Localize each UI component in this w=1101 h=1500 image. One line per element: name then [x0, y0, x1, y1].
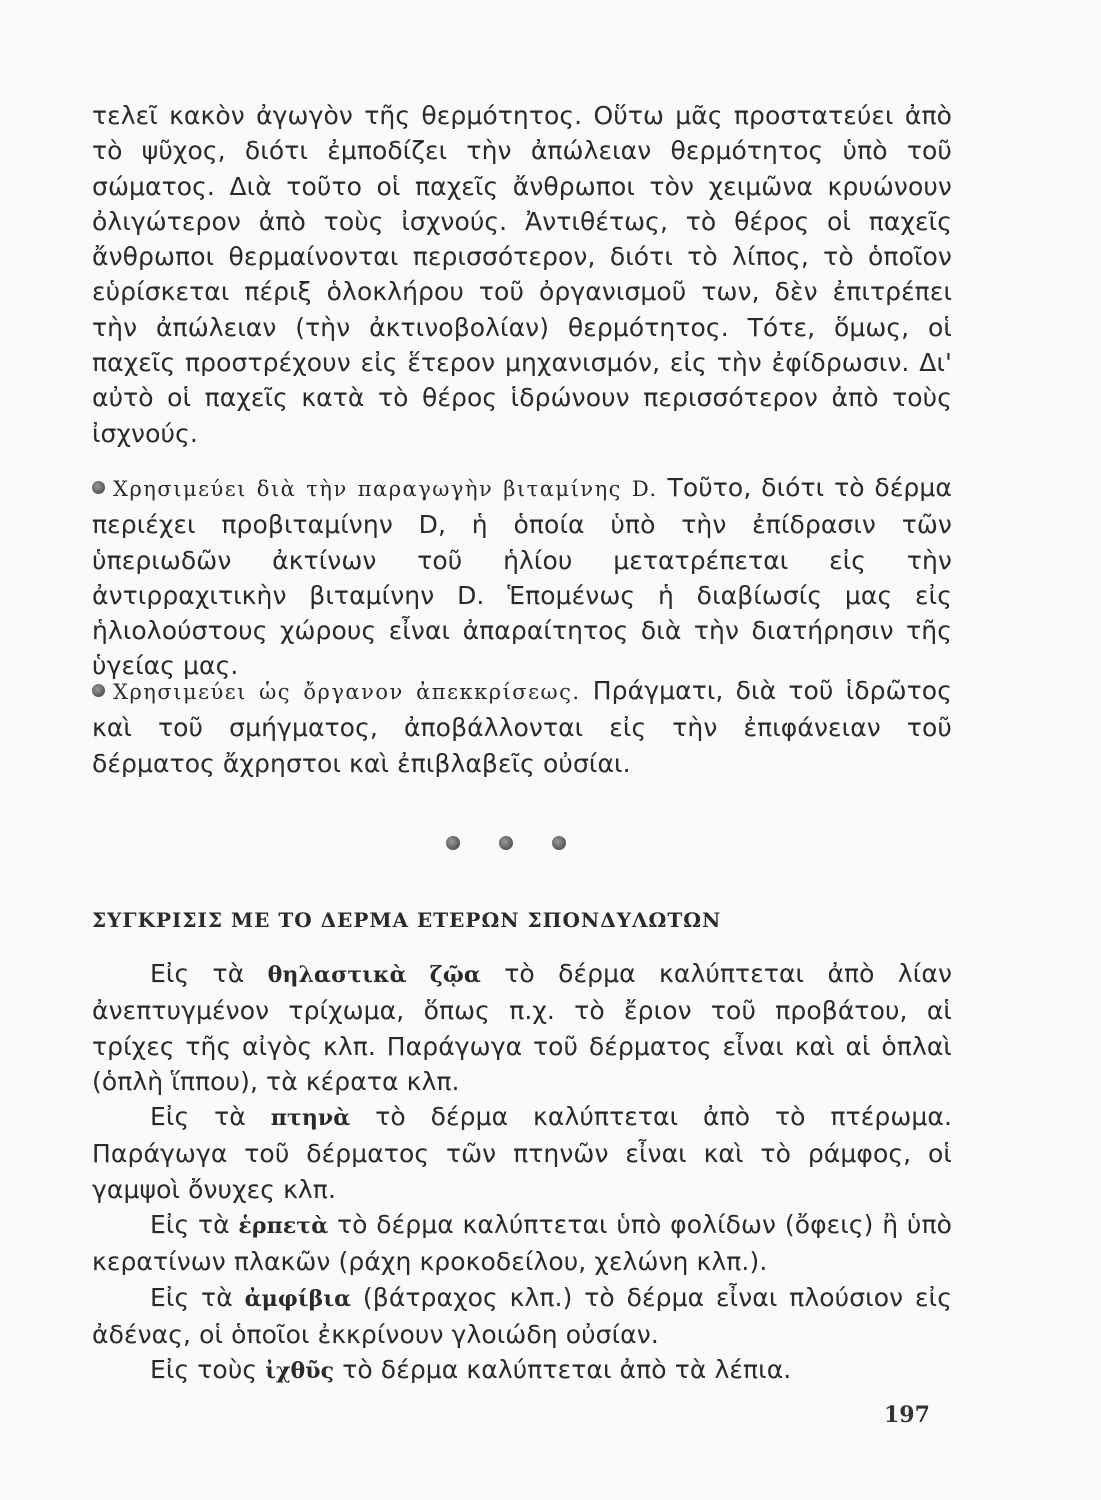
- paragraph-text: τὸ δέρμα καλύπτεται ἀπὸ τὰ λέπια.: [334, 1355, 792, 1385]
- paragraph-text: Εἰς τὰ: [150, 1102, 271, 1132]
- paragraph-lead: Χρησιμεύει ὡς ὄργανον ἀπεκκρίσεως.: [113, 680, 581, 704]
- paragraph-reptiles: [92, 1207, 952, 1280]
- paragraph-excretion: [92, 673, 952, 781]
- paragraph-birds: [92, 1099, 952, 1207]
- bullet-icon: [92, 481, 105, 494]
- paragraph-text: Εἰς τοὺς: [150, 1355, 266, 1385]
- term-amphibians: ἀμφίβια: [244, 1285, 352, 1312]
- dot-icon: [552, 836, 566, 850]
- term-fish: ἰχθῦς: [265, 1358, 335, 1385]
- bullet-icon: [92, 684, 105, 697]
- paragraph-text: τὸ δέρμα καλύπτεται ἀπὸ τὸ πτέρωμα. Παράγωγα τοῦ δέρματος τῶν πτηνῶν εἶναι καὶ τὸ ράμφος, οἱ γαμψοὶ ὄνυχες κλπ.: [92, 1102, 952, 1204]
- term-reptiles: ἑρπετὰ: [238, 1213, 329, 1240]
- paragraph-text: Εἰς τὰ: [150, 959, 268, 988]
- section-title: ΣΥΓΚΡΙΣΙΣ ΜΕ ΤΟ ΔΕΡΜΑ ΕΤΕΡΩΝ ΣΠΟΝΔΥΛΩΤΩΝ: [92, 908, 722, 932]
- paragraph-fish: [92, 1352, 952, 1389]
- paragraph-amphibians: [92, 1280, 952, 1353]
- term-mammals: θηλαστικὰ ζῷα: [267, 962, 481, 988]
- section-divider-ornament: [446, 836, 566, 850]
- dot-icon: [446, 836, 460, 850]
- paragraph-text: Τοῦτο, διότι τὸ δέρμα περιέχει προβιταμίνην D, ἡ ὁποία ὑπὸ τὴν ἐπίδρασιν τῶν ὑπεριωδῶν ἀκτίνων τοῦ ἡλίου μετατρέπεται εἰς τὴν ἀντιρραχιτικὴν βιταμίνην D. Ἑπομένως ἡ διαβίωσίς μας εἰς ἡλιολούστους χώρους εἶναι ἀπαραίτητος διὰ τὴν διατήρησιν τῆς ὑγείας μας.: [92, 473, 952, 681]
- paragraph-text: τὸ δέρμα καλύπτεται ὑπὸ φολίδων (ὄφεις) ἢ ὑπὸ κερατίνων πλακῶν (ράχη κροκοδείλου, χελώνη κλπ.).: [92, 1210, 952, 1277]
- section-body: [92, 956, 952, 1390]
- paragraph-mammals: [92, 956, 952, 1099]
- paragraph-text: τὸ δέρμα καλύπτεται ἀπὸ λίαν ἀνεπτυγμένον τρίχωμα, ὅπως π.χ. τὸ ἔριον τοῦ προβάτου, αἱ τρίχες τῆς αἰγὸς κλπ. Παράγωγα τοῦ δέρματος εἶναι καὶ αἱ ὁπλαὶ (ὁπλὴ ἵππου), τὰ κέρατα κλπ.: [92, 959, 953, 1096]
- paragraph-text: Εἰς τὰ: [150, 1282, 245, 1312]
- paragraph-text: Πράγματι, διὰ τοῦ ἱδρῶτος καὶ τοῦ σμήγματος, ἀποβάλλονται εἰς τὴν ἐπιφάνειαν τοῦ δέρματος ἄχρηστοι καὶ ἐπιβλαβεῖς οὐσίαι.: [92, 676, 952, 778]
- paragraph-heat-insulation: τελεῖ κακὸν ἀγωγὸν τῆς θερμότητος. Οὕτω μᾶς προστατεύει ἀπὸ τὸ ψῦχος, διότι ἐμποδίζει τὴν ἀπώλειαν θερμότητος ὑπὸ τοῦ σώματος. Διὰ τοῦτο οἱ παχεῖς ἄνθρωποι τὸν χειμῶνα κρυώνουν ὀλιγώτερον ἀπὸ τοὺς ἰσχνούς. Ἀντιθέτως, τὸ θέρος οἱ παχεῖς ἄνθρωποι θερμαίνονται περισσότερον, διότι τὸ λίπος, τὸ ὁποῖον εὑρίσκεται πέριξ ὁλοκλήρου τοῦ ὀργανισμοῦ των, δὲν ἐπιτρέπει τὴν ἀπώλειαν (τὴν ἀκτινοβολίαν) θερμότητος. Τότε, ὅμως, οἱ παχεῖς προστρέχουν εἰς ἕτερον μηχανισμόν, εἰς τὴν ἐφίδρωσιν. Δι' αὐτὸ οἱ παχεῖς κατὰ τὸ θέρος ἱδρώνουν περισσότερον ἀπὸ τοὺς ἰσχνούς.: [92, 101, 952, 448]
- paragraph-text: Εἰς τὰ: [150, 1210, 239, 1240]
- paragraph-text: (βάτραχος κλπ.) τὸ δέρμα εἶναι πλούσιον εἰς ἀδένας, οἱ ὁποῖοι ἐκκρίνουν γλοιώδη οὐσίαν.: [92, 1282, 952, 1349]
- term-birds: πτηνὰ: [270, 1105, 351, 1132]
- page-number: 197: [884, 1402, 930, 1428]
- paragraph-lead: Χρησιμεύει διὰ τὴν παραγωγὴν βιταμίνης D.: [113, 477, 658, 501]
- paragraph-vitamin-d: [92, 470, 952, 684]
- dot-icon: [499, 836, 513, 850]
